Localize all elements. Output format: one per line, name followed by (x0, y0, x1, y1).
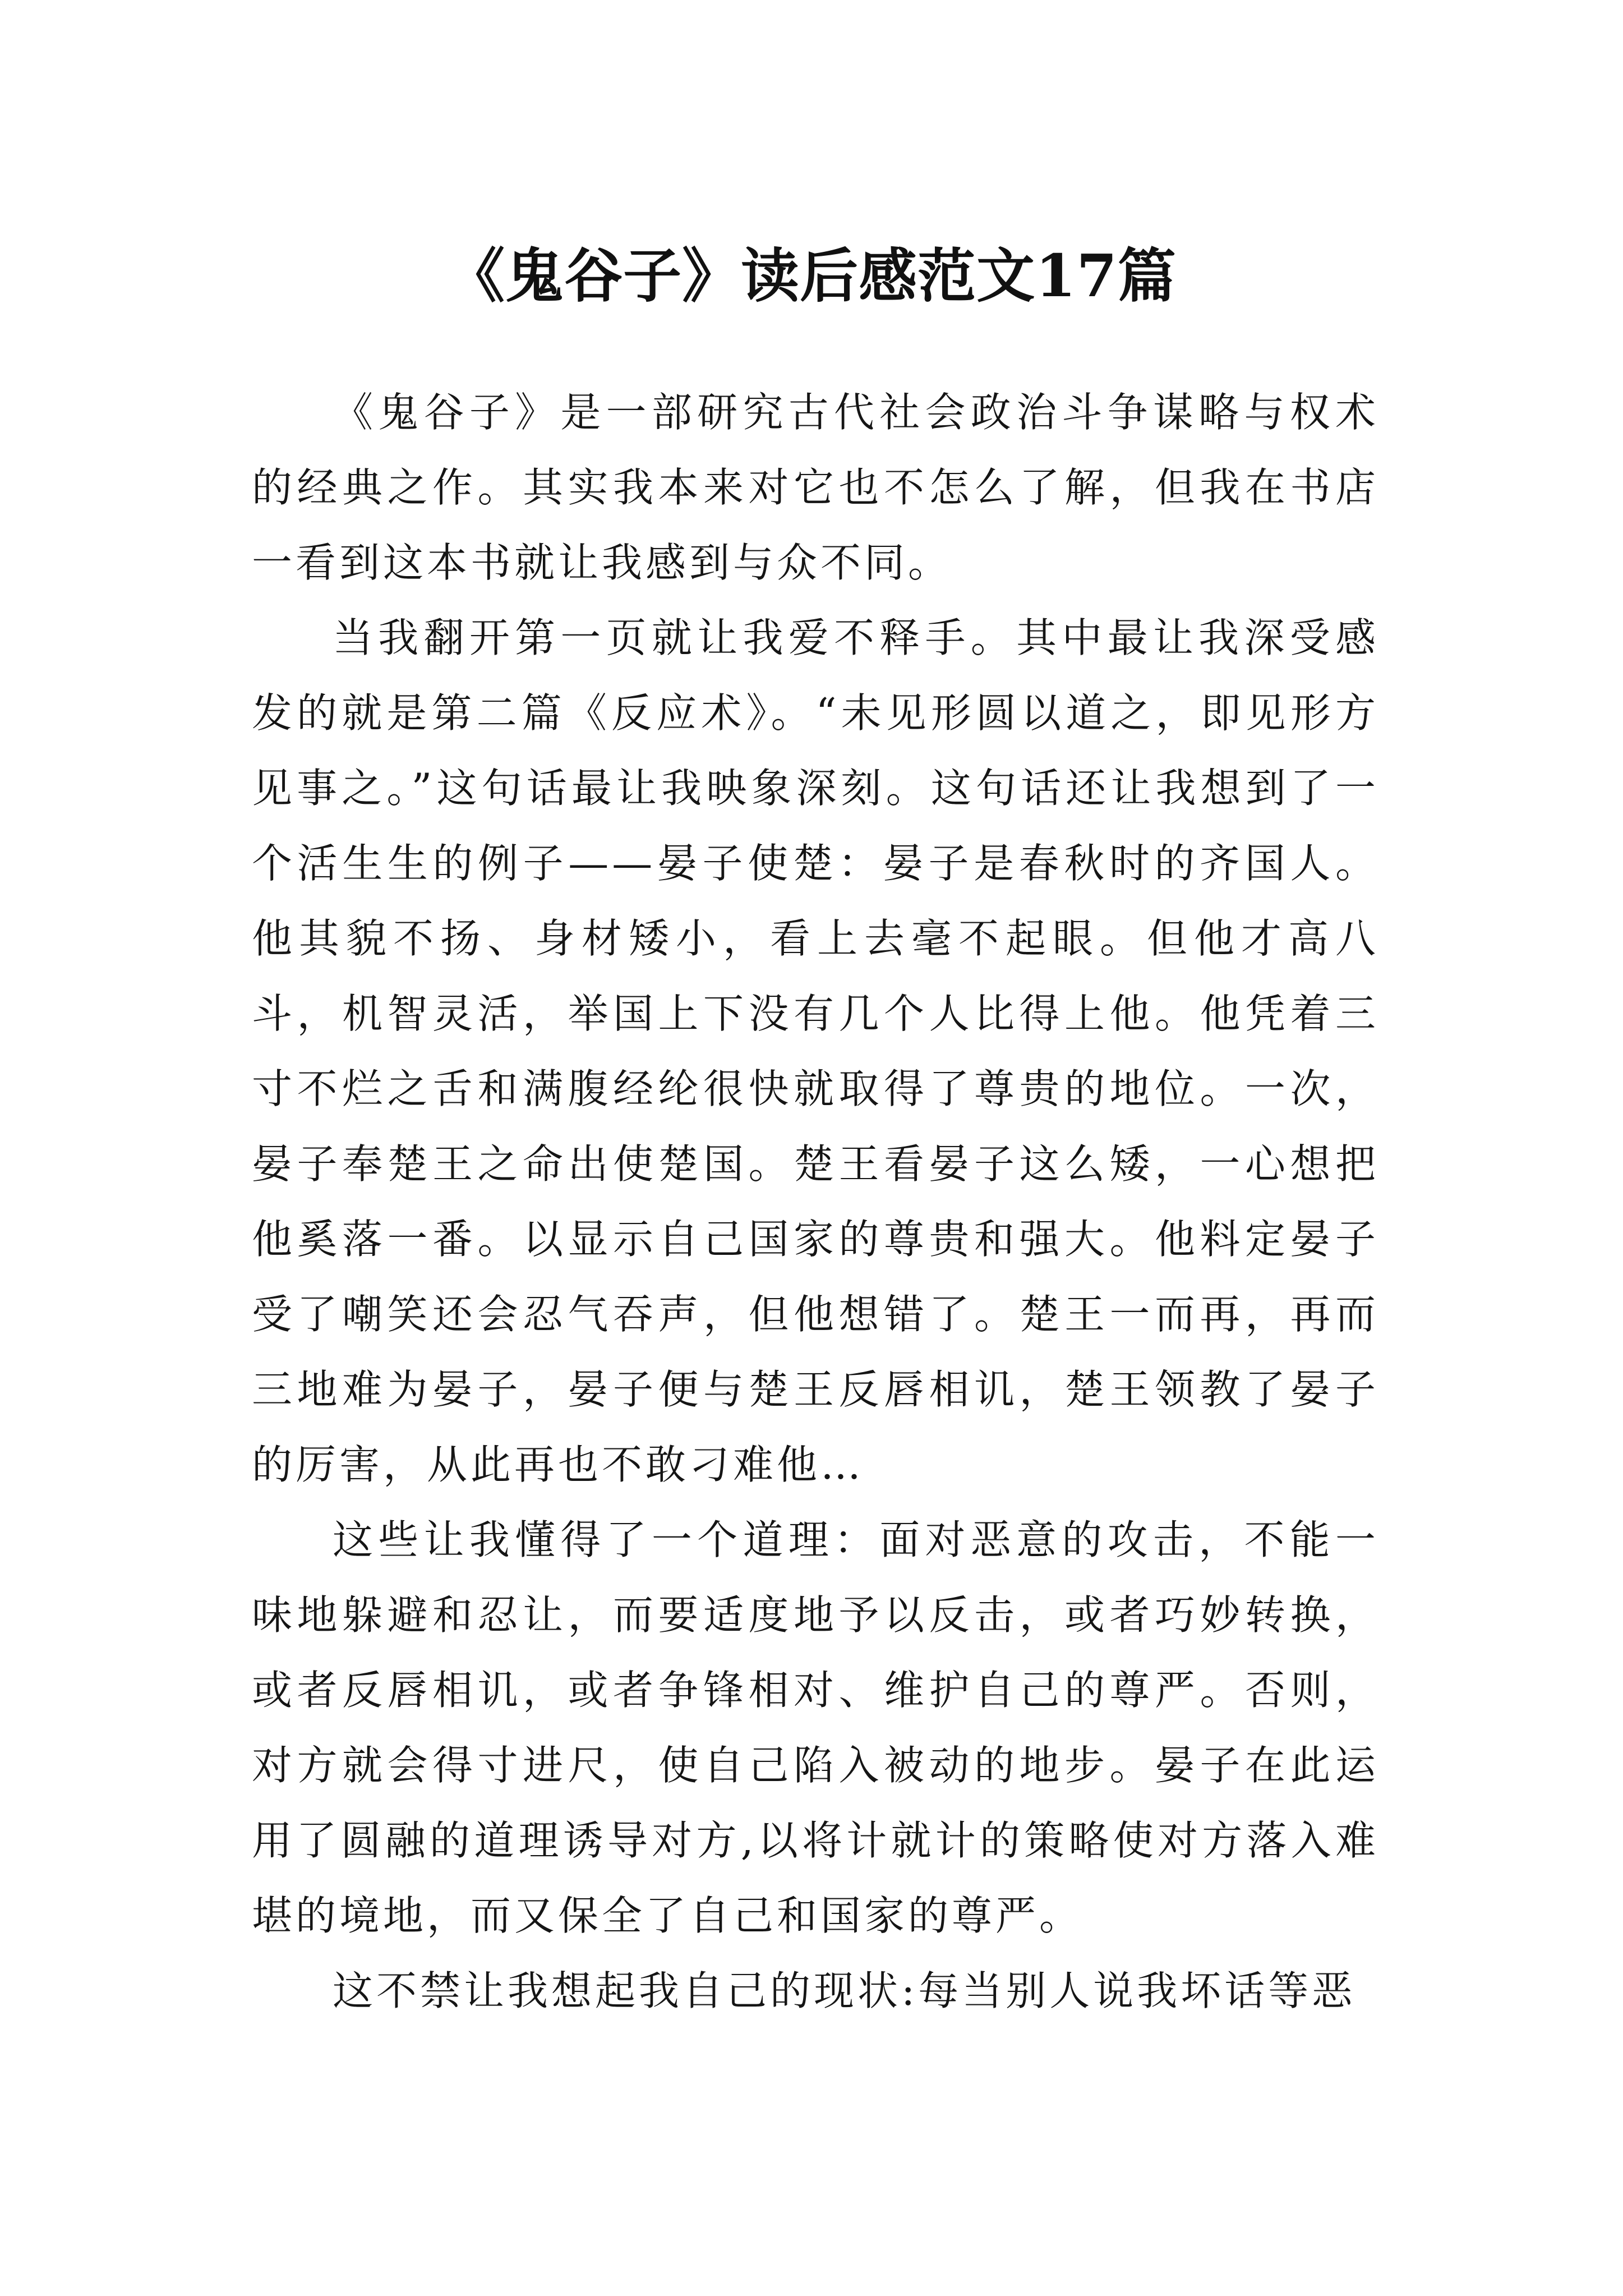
document-body (252, 375, 1379, 2028)
paragraph: 这不禁让我想起我自己的现状:每当别人说我坏话等恶 (333, 1967, 1356, 2014)
paragraph: 《鬼谷子》是一部研究古代社会政治斗争谋略与权术的经典之作。其实我本来对它也不怎么了解，但我在书店一看到这本书就让我感到与众不同。 (252, 389, 1379, 586)
document-title: 《鬼谷子》读后感范文17篇 (446, 241, 1177, 310)
paragraph: 当我翻开第一页就让我爱不释手。其中最让我深受感发的就是第二篇《反应术》。“未见形圆以道之，即见形方见事之。”这句话最让我映象深刻。这句话还让我想到了一个活生生的例子——晏子使楚：晏子是春秋时的齐国人。他其貌不扬、身材矮小，看上去毫不起眼。但他才高八斗，机智灵活，举国上下没有几个人比得上他。他凭着三寸不烂之舌和满腹经纶很快就取得了尊贵的地位。一次，晏子奉楚王之命出使楚国。楚王看晏子这么矮，一心想把他奚落一番。以显示自己国家的尊贵和强大。他料定晏子受了嘲笑还会忍气吞声，但他想错了。楚王一而再，再而三地难为晏子，晏子便与楚王反唇相讥，楚王领教了晏子的厉害，从此再也不敢刁难他… (252, 614, 1379, 1488)
paragraph: 这些让我懂得了一个道理：面对恶意的攻击，不能一味地躲避和忍让，而要适度地予以反击，或者巧妙转换，或者反唇相讥，或者争锋相对、维护自己的尊严。否则，对方就会得寸进尺，使自己陷入被动的地步。晏子在此运用了圆融的道理诱导对方,以将计就计的策略使对方落入难堪的境地，而又保全了自己和国家的尊严。 (252, 1516, 1379, 1939)
